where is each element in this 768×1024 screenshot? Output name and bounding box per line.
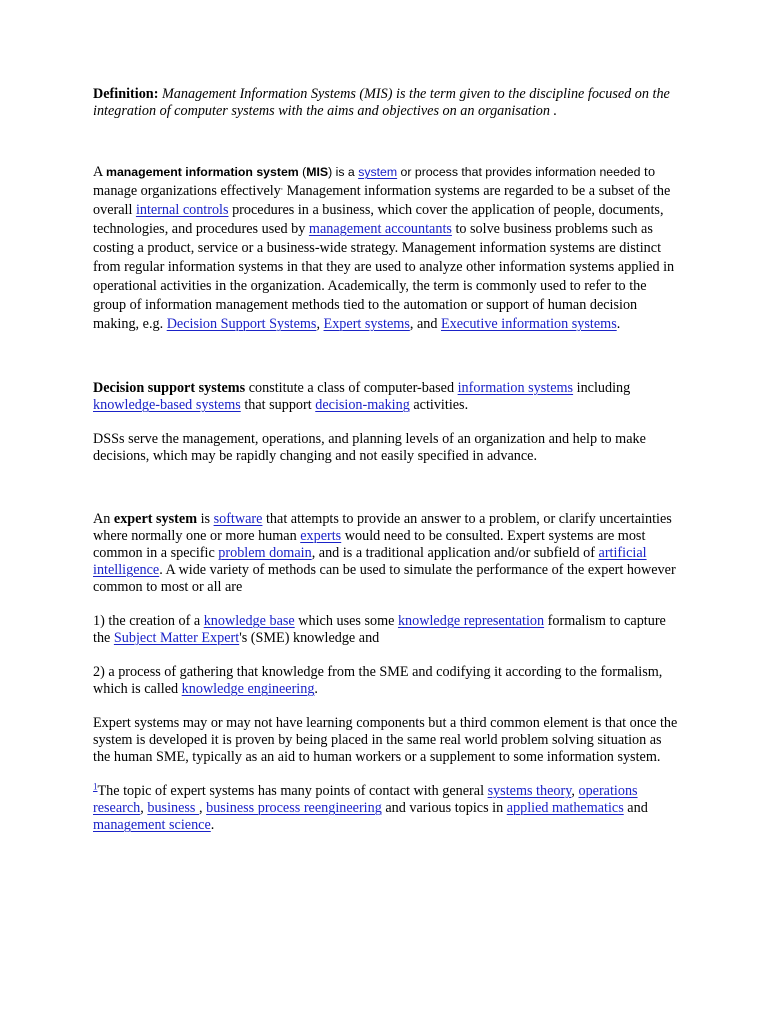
body-text: DSSs serve the management, operations, and planning levels of an organization and help to make decisions, which may be rapidly changing and not easily specified in advance.	[93, 431, 646, 464]
body-text: ,	[140, 800, 148, 816]
link-problem-domain[interactable]: problem domain	[218, 545, 312, 561]
body-text: .	[210, 817, 215, 833]
bold-text: Decision support systems	[93, 380, 246, 396]
body-text: 2) a process of gathering that knowledge from the SME and codifying it according to the formalism, which is called	[93, 664, 663, 697]
expert-system-paragraph	[93, 511, 681, 596]
dss-intro-paragraph	[93, 380, 681, 414]
link-business-process-reengineering[interactable]: business process reengineering	[206, 800, 382, 816]
body-text: would need to be consulted. Expert systems are most common in a specific	[93, 528, 646, 561]
body-text: and various topics in	[381, 800, 507, 816]
link-applied-mathematics[interactable]: applied mathematics	[506, 800, 624, 816]
body-text: .	[314, 681, 318, 697]
link-knowledge-engineering[interactable]: knowledge engineering	[181, 681, 315, 697]
bold-text: expert system	[113, 511, 198, 527]
link-subject-matter-expert[interactable]: Subject Matter Expert	[113, 630, 240, 646]
definition-paragraph	[93, 86, 681, 120]
mis-paragraph	[93, 163, 681, 334]
body-text: .	[616, 316, 621, 332]
link-system[interactable]: system	[358, 165, 398, 179]
body-text: activities.	[409, 397, 469, 413]
link-knowledge-representation[interactable]: knowledge representation	[397, 613, 545, 629]
body-text: Expert systems may or may not have learning components but a third common element is that once the system is developed it is proven by being placed in the same real world problem solving situation as the human SME, typically as an aid to human workers or a supplement to some information system.	[93, 715, 678, 765]
link-decision-support-systems[interactable]: Decision Support Systems	[166, 316, 317, 332]
body-text: to manage organizations effectively	[93, 164, 656, 199]
body-text: . A wide variety of methods can be used to simulate the performance of the expert however common to most or all are	[93, 562, 676, 595]
link-artificial-intelligence[interactable]: artificial intelligence	[93, 545, 647, 578]
bold-text: MIS	[306, 165, 329, 179]
link-knowledge-base[interactable]: knowledge base	[203, 613, 295, 629]
body-text: is	[197, 511, 214, 527]
link-internal-controls[interactable]: internal controls	[135, 202, 229, 218]
link-decision-making[interactable]: decision-making	[315, 397, 410, 413]
body-text: , and	[409, 316, 441, 332]
dss-levels-paragraph	[93, 431, 681, 465]
document-body	[93, 86, 681, 834]
body-text: ) is a	[328, 165, 359, 179]
italic-text: Management Information Systems (MIS) is the term given to the discipline focused on the integration of computer systems with the aims and objectives on an organisation .	[93, 86, 670, 119]
body-text: that attempts to provide an answer to a problem, or clarify uncertainties where normally one or more human	[93, 511, 672, 544]
body-text: constitute a class of computer-based	[245, 380, 458, 396]
body-text: 1) the creation of a	[93, 613, 204, 629]
link-software[interactable]: software	[213, 511, 263, 527]
body-text: to solve business problems such as costing a product, service or a business-wide strategy. Management information systems are distinct from regular information systems in that they are used to analyze other information systems applied in operational activities in the organization. Academically, the term is commonly used to refer to the group of information management methods tied to the automation or support of human decision making, e.g.	[93, 221, 675, 332]
body-text: or process that provides information needed	[397, 165, 641, 179]
body-text: 's (SME) knowledge and	[239, 630, 380, 646]
body-text: including	[573, 380, 631, 396]
body-text: An	[93, 511, 114, 527]
link-business[interactable]: business	[147, 800, 199, 816]
link-information-systems[interactable]: information systems	[457, 380, 574, 396]
process-paragraph	[93, 664, 681, 698]
body-text: that support	[240, 397, 316, 413]
link-expert-systems[interactable]: Expert systems	[323, 316, 410, 332]
link-management-science[interactable]: management science	[93, 817, 211, 833]
body-text: which uses some	[294, 613, 398, 629]
knowledge-base-paragraph	[93, 613, 681, 647]
topic-paragraph	[93, 783, 681, 834]
link-experts[interactable]: experts	[300, 528, 342, 544]
body-text: ,	[199, 800, 207, 816]
link-operations-research[interactable]: operations research	[93, 783, 638, 816]
body-text: ,	[571, 783, 579, 799]
link-knowledge-based-systems[interactable]: knowledge-based systems	[93, 397, 241, 413]
superscript-text: .	[280, 181, 284, 192]
body-text: formalism to capture the	[93, 613, 666, 646]
bold-text: management information system	[106, 165, 299, 179]
body-text: , and is a traditional application and/or subfield of	[311, 545, 599, 561]
body-text: and	[623, 800, 648, 816]
body-text: (	[298, 165, 307, 179]
link-executive-information-systems[interactable]: Executive information systems	[440, 316, 617, 332]
link-management-accountants[interactable]: management accountants	[308, 221, 452, 237]
learning-paragraph	[93, 715, 681, 766]
body-text: ,	[316, 316, 324, 332]
body-text: A	[93, 164, 107, 180]
link-footnote-1[interactable]: 1	[93, 781, 98, 792]
body-text: procedures in a business, which cover the application of people, documents, technologies, and procedures used by	[93, 202, 664, 237]
body-text: Management information systems are regarded to be a subset of the overall	[93, 183, 671, 218]
link-systems-theory[interactable]: systems theory	[487, 783, 572, 799]
bold-text: Definition:	[93, 86, 159, 102]
body-text: The topic of expert systems has many points of contact with general	[97, 783, 488, 799]
